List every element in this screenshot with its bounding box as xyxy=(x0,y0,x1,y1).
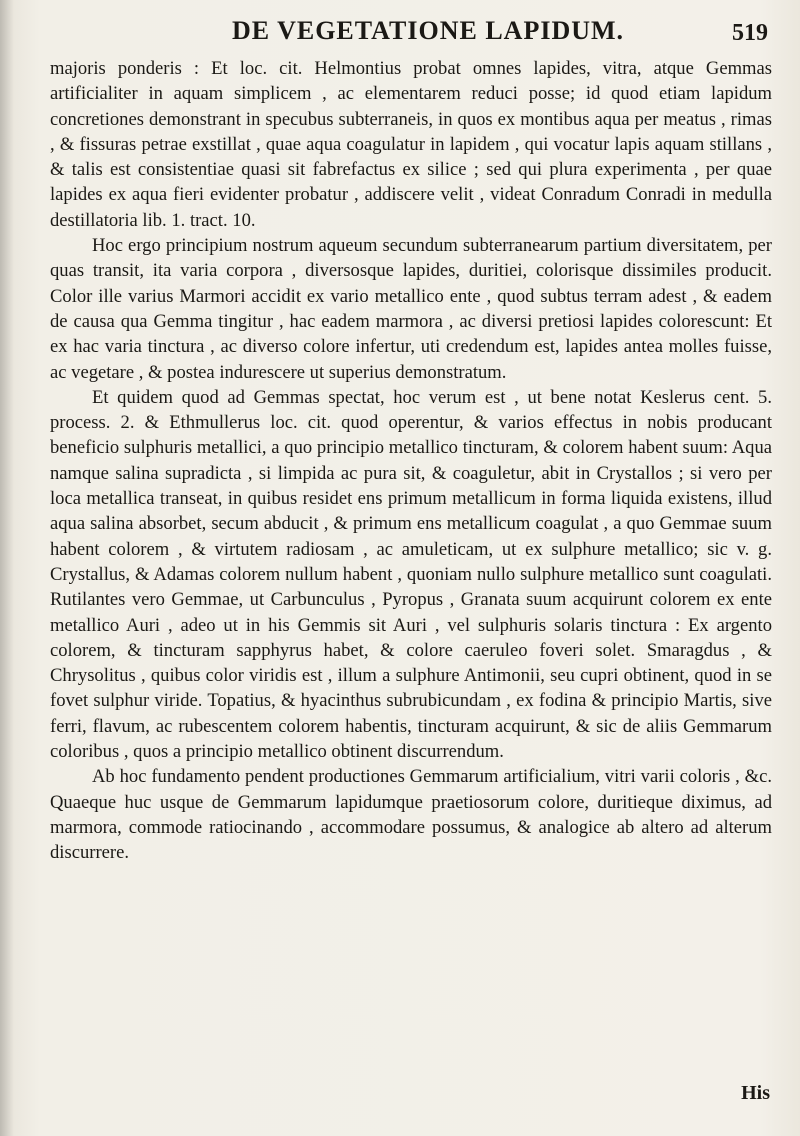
catchword: His xyxy=(741,1082,770,1104)
body-text xyxy=(50,56,772,866)
paragraph-4: Ab hoc fundamento pendent productiones Gemmarum artificialium, vitri varii coloris , &c. Quaeque huc usque de Gemmarum lapidumque praetiosorum colore, duritieque diximus, ad marmora, commode ratiocinando , accommodare possumus, & analogice ab altero ad alterum discurrere. xyxy=(50,766,772,864)
paragraph-2: Hoc ergo principium nostrum aqueum secundum subterranearum partium diversitatem, per quas transit, ita varia corpora , diversosque lapides, duritiei, colorisque dissimiles producit. Color ille varius Marmori accidit ex vario metallico ente , quod subtus terram adest , & eadem de causa qua Gemma tingitur , hac eadem marmora , ac diversi pretiosi lapides colorescunt: Et ex hac varia tinctura , ac diverso colore infertur, uti credendum est, lapides antea molles fuisse, ac vegetare , & postea indurescere ut superius demonstratum. xyxy=(50,235,772,383)
page-number: 519 xyxy=(732,20,768,46)
paragraph-3: Et quidem quod ad Gemmas spectat, hoc verum est , ut bene notat Keslerus cent. 5. process. 2. & Ethmullerus loc. cit. quod operentur, & varios effectus in nobis producant beneficio sulphuris metallici, a quo principio metallico tincturam, & colorem habent suum: Aqua namque salina supradicta , si limpida ac pura sit, & coaguletur, abit in Crystallos ; si vero per loca metallica transeat, in quibus residet ens primum metallicum in forma liquida existens, illud aqua salina absorbet, secum abducit , & primum ens metallicum coagulat , a quo Gemmae suum habent colorem , & virtutem radiosam , ac amuleticam, ut ex sulphure metallico; sic v. g. Crystallus, & Adamas colorem nullum habent , quoniam nullo sulphure metallico sunt coagulati. Rutilantes vero Gemmae, ut Carbunculus , Pyropus , Granata suum acquirunt colorem ex ente metallico Auri , adeo ut in his Gemmis sit Auri , vel sulphuris solaris tinctura : Ex argento colorem, & tincturam sapphyrus habet, & colore caeruleo foveri solet. Smaragdus , & Chrysolitus , quibus color viridis est , illum a sulphure Antimonii, seu cupri obtinent, quod in se fovet sulphur viride. Topatius, & hyacinthus subrubicundam , ex fodina & principio Martis, sive ferri, flavum, ac rubescentem colorem habentis, tincturam acquirunt, & sic de aliis Gemmarum coloribus , quos a principio metallico obtinent discurrendum. xyxy=(50,386,772,763)
page-header xyxy=(88,16,768,50)
running-title: DE VEGETATIONE LAPIDUM. xyxy=(231,16,625,45)
paragraph-1: majoris ponderis : Et loc. cit. Helmontius probat omnes lapides, vitra, atque Gemmas artificialiter in aquam simplicem , ac elementarem reduci posse; id quod etiam lapidum concretiones demonstrant in specubus subterraneis, in quos ex montibus aqua per meatus , rimas , & fissuras petrae exstillat , quae aqua coagulatur in lapidem , qui vocatur lapis aquam stillans , & talis est consistentiae quasi sit fabrefactus ex silice ; sed qui plura experimenta , per quae lapides ex aqua fieri evidenter probatur , addiscere velit , videat Conradum Conradi in medulla destillatoria lib. 1. tract. 10. xyxy=(50,58,772,231)
spine-shadow xyxy=(0,0,14,1136)
